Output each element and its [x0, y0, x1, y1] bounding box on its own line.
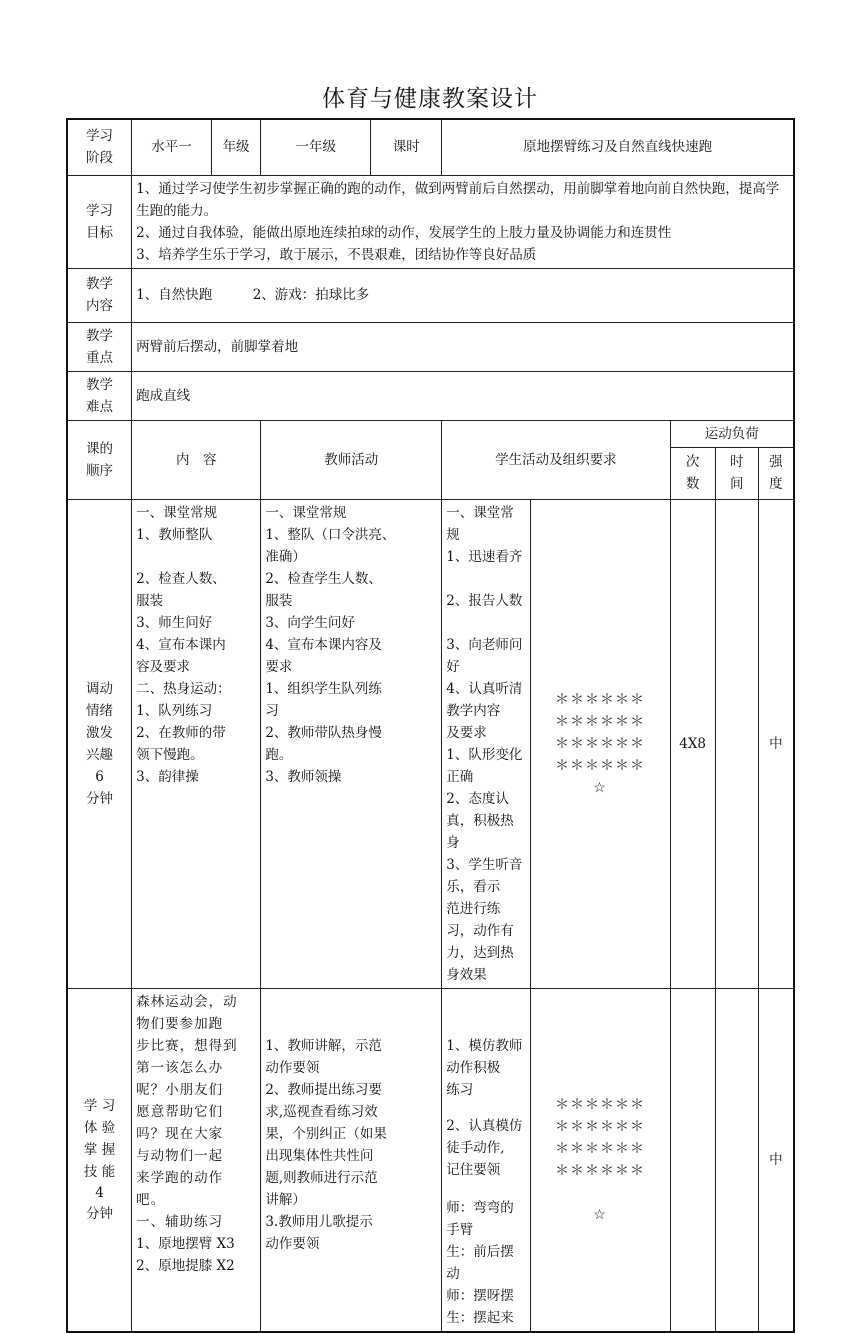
order-line: 分钟 [86, 1205, 114, 1222]
teacher-line: 1、教师讲解，示范 [265, 1037, 382, 1054]
difficulty-label: 教学 难点 [67, 371, 132, 420]
goals-label: 学习 目标 [67, 175, 132, 268]
content-line: 呢？小朋友们 [136, 1081, 224, 1098]
content-line: 4、宣布本课内 [136, 636, 226, 653]
student-line: 练习 [446, 1081, 474, 1098]
teacher-line: 3、向学生问好 [265, 614, 355, 631]
teacher-line: 准确） [265, 548, 306, 565]
content-line: 1、队列练习 [136, 702, 213, 719]
content-header: 内 容 [132, 420, 261, 499]
content-line: 1、教师整队 [136, 526, 213, 543]
teacher-line: 讲解） [265, 1191, 306, 1208]
teacher-line: 习 [265, 702, 279, 719]
student-line: 师：摆呀摆 [446, 1287, 514, 1304]
content-row [67, 268, 794, 322]
section-teacher [261, 988, 442, 1332]
teacher-line: 1、组织学生队列练 [265, 680, 382, 697]
teacher-line: 跑。 [265, 746, 293, 763]
teacher-line: 求,巡视查看练习效 [265, 1103, 378, 1120]
order-line: 6 [95, 768, 104, 785]
student-line [446, 568, 525, 590]
content-line: 物们要参加跑 [136, 1015, 224, 1032]
teacher-line: 服装 [265, 592, 293, 609]
content-line: 与动物们一起 [136, 1147, 224, 1164]
teacher-line [265, 1013, 437, 1035]
order-line: 体 验 [83, 1119, 116, 1136]
student-line: 记住要领 [446, 1161, 501, 1178]
student-line: 身 [446, 834, 460, 851]
student-line: 及要求 [446, 724, 487, 741]
content-line: 领下慢跑。 [136, 746, 204, 763]
student-line [446, 1181, 525, 1197]
difficulty-row [67, 371, 794, 420]
student-line: 力，达到热身效果 [446, 944, 514, 983]
student-line: 1、模仿教师动作积极 [446, 1037, 523, 1076]
teacher-line: 动作要领 [265, 1059, 320, 1076]
time-header: 时 间 [715, 447, 758, 499]
student-line [446, 991, 525, 1013]
content-line: 愿意帮助它们 [136, 1103, 224, 1120]
student-line: 2、报告人数 [446, 592, 523, 609]
student-line: 一、课堂常规 [446, 504, 514, 543]
student-line: 3、向老师问好 [446, 636, 523, 675]
goals-row [67, 175, 794, 268]
formation-row: ＊＊＊＊＊＊ [555, 1096, 646, 1113]
order-line: 情绪 [86, 702, 114, 719]
order-line: 技 能 [83, 1163, 116, 1180]
page-title: 体育与健康教案设计 [322, 86, 538, 112]
formation-row: ＊＊＊＊＊＊ [555, 713, 646, 730]
student-line [446, 1101, 525, 1115]
goal-item: 3、培养学生乐于学习，敢于展示，不畏艰难，团结协作等良好品质 [136, 246, 537, 263]
teacher-line: 动作要领 [265, 1235, 320, 1252]
student-line: 4、认真听清教学内容 [446, 680, 523, 719]
order-line: 兴趣 [86, 746, 114, 763]
content-label: 教学 内容 [67, 268, 132, 322]
difficulty-value: 跑成直线 [132, 371, 794, 420]
stage-value: 水平一 [132, 119, 212, 175]
formation-row: ＊＊＊＊＊＊ [555, 1162, 646, 1179]
section-time [715, 499, 758, 988]
section-times [670, 988, 715, 1332]
student-line: 2、态度认真，积极热 [446, 790, 514, 829]
content-line: 二、热身运动： [136, 680, 231, 697]
section-student [442, 988, 530, 1332]
content-line: 吗？现在大家 [136, 1125, 224, 1142]
order-header: 课的 顺序 [67, 420, 132, 499]
student-line: 范进行练习，动作有 [446, 900, 514, 939]
formation-row [535, 1182, 666, 1204]
content-line: 2、检查人数、 [136, 570, 226, 587]
content-value: 1、自然快跑 2、游戏：拍球比多 [132, 268, 794, 322]
content-line: 吧。 [136, 1191, 166, 1208]
teacher-line: 4、宣布本课内容及 [265, 636, 382, 653]
formation-diagram [530, 988, 670, 1332]
key-point-label: 教学 重点 [67, 322, 132, 371]
section-row-practice [67, 988, 794, 1332]
section-row-warmup [67, 499, 794, 988]
section-time [715, 988, 758, 1332]
teacher-header: 教师活动 [261, 420, 442, 499]
teacher-star-icon: ☆ [593, 1206, 607, 1223]
student-line: 2、认真模仿徒手动作, [446, 1117, 523, 1156]
section-content [132, 499, 261, 988]
formation-row: ＊＊＊＊＊＊ [555, 691, 646, 708]
teacher-line: 题,则教师进行示范 [265, 1169, 378, 1186]
student-line: 3、学生听音乐，看示 [446, 856, 523, 895]
section-content [132, 988, 261, 1332]
teacher-star-icon: ☆ [593, 779, 607, 796]
formation-row: ＊＊＊＊＊＊ [555, 1140, 646, 1157]
grade-value: 一年级 [261, 119, 371, 175]
order-line: 调动 [86, 680, 114, 697]
goal-item: 1、通过学习使学生初步掌握正确的跑的动作，做到两臂前后自然摆动，用前脚掌着地向前自然快跑，提高学生跑的能力。 [136, 180, 780, 219]
content-line: 森林运动会，动 [136, 993, 238, 1010]
section-intensity: 中 [758, 988, 794, 1332]
key-point-row [67, 322, 794, 371]
content-line: 一、辅助练习 [136, 1213, 224, 1230]
teacher-line: 2、教师带队热身慢 [265, 724, 382, 741]
content-line: 2、原地提膝 X2 [136, 1257, 235, 1274]
teacher-line: 2、教师提出练习要 [265, 1081, 382, 1098]
order-line: 4 [95, 1184, 104, 1201]
order-line: 掌 握 [83, 1141, 116, 1158]
intensity-header: 强 度 [758, 447, 794, 499]
section-order [67, 988, 132, 1332]
goals-text [132, 175, 794, 268]
teacher-line: 要求 [265, 658, 293, 675]
goal-item: 2、通过自我体验，能做出原地连续拍球的动作，发展学生的上肢力量及协调能力和连贯性 [136, 224, 672, 241]
load-header: 运动负荷 [670, 420, 794, 447]
student-line: 师：弯弯的手臂 [446, 1199, 514, 1238]
content-line: 1、原地摆臂 X3 [136, 1235, 235, 1252]
student-header: 学生活动及组织要求 [442, 420, 670, 499]
content-line: 3、韵律操 [136, 768, 199, 785]
times-header: 次 数 [670, 447, 715, 499]
student-line: 生：前后摆动 [446, 1243, 514, 1282]
section-intensity: 中 [758, 499, 794, 988]
teacher-line: 一、课堂常规 [265, 504, 347, 521]
lesson-value: 原地摆臂练习及自然直线快速跑 [442, 119, 794, 175]
formation-diagram [530, 499, 670, 988]
teacher-line: 果，个别纠正（如果 [265, 1125, 387, 1142]
teacher-line: 3.教师用儿歌提示 [265, 1213, 373, 1230]
lesson-label: 课时 [371, 119, 442, 175]
formation-row: ＊＊＊＊＊＊ [555, 1118, 646, 1135]
content-line: 一、课堂常规 [136, 504, 218, 521]
content-line: 第一该怎么办 [136, 1059, 224, 1076]
key-point-value: 两臂前后摆动，前脚掌着地 [132, 322, 794, 371]
section-times: 4X8 [670, 499, 715, 988]
teacher-line: 出现集体性共性问 [265, 1147, 374, 1164]
student-line [446, 1013, 525, 1035]
column-header-row [67, 420, 794, 447]
content-line: 来学跑的动作 [136, 1169, 224, 1186]
student-line: 1、队形变化正确 [446, 746, 523, 785]
student-line: 1、迅速看齐 [446, 548, 523, 565]
teacher-line: 3、教师领操 [265, 768, 342, 785]
section-student [442, 499, 530, 988]
stage-label: 学习 阶段 [67, 119, 132, 175]
grade-label: 年级 [211, 119, 261, 175]
section-teacher [261, 499, 442, 988]
section-order [67, 499, 132, 988]
teacher-line [265, 991, 437, 1013]
teacher-line: 2、检查学生人数、 [265, 570, 382, 587]
student-line [446, 612, 525, 634]
content-line: 2、在教师的带 [136, 724, 226, 741]
order-line: 激发 [86, 724, 114, 741]
content-line: 服装 [136, 592, 164, 609]
teacher-line: 1、整队（口令洪亮、 [265, 526, 396, 543]
header-row [67, 119, 794, 175]
formation-row: ＊＊＊＊＊＊ [555, 735, 646, 752]
content-line: 容及要求 [136, 658, 191, 675]
content-line [136, 546, 256, 568]
student-line: 生：摆起来 [446, 1309, 514, 1326]
content-line: 3、师生问好 [136, 614, 213, 631]
order-line: 学 习 [83, 1097, 116, 1114]
formation-row: ＊＊＊＊＊＊ [555, 757, 646, 774]
order-line: 分钟 [86, 790, 114, 807]
lesson-plan-table [66, 118, 795, 1333]
content-line: 步比赛，想得到 [136, 1037, 238, 1054]
